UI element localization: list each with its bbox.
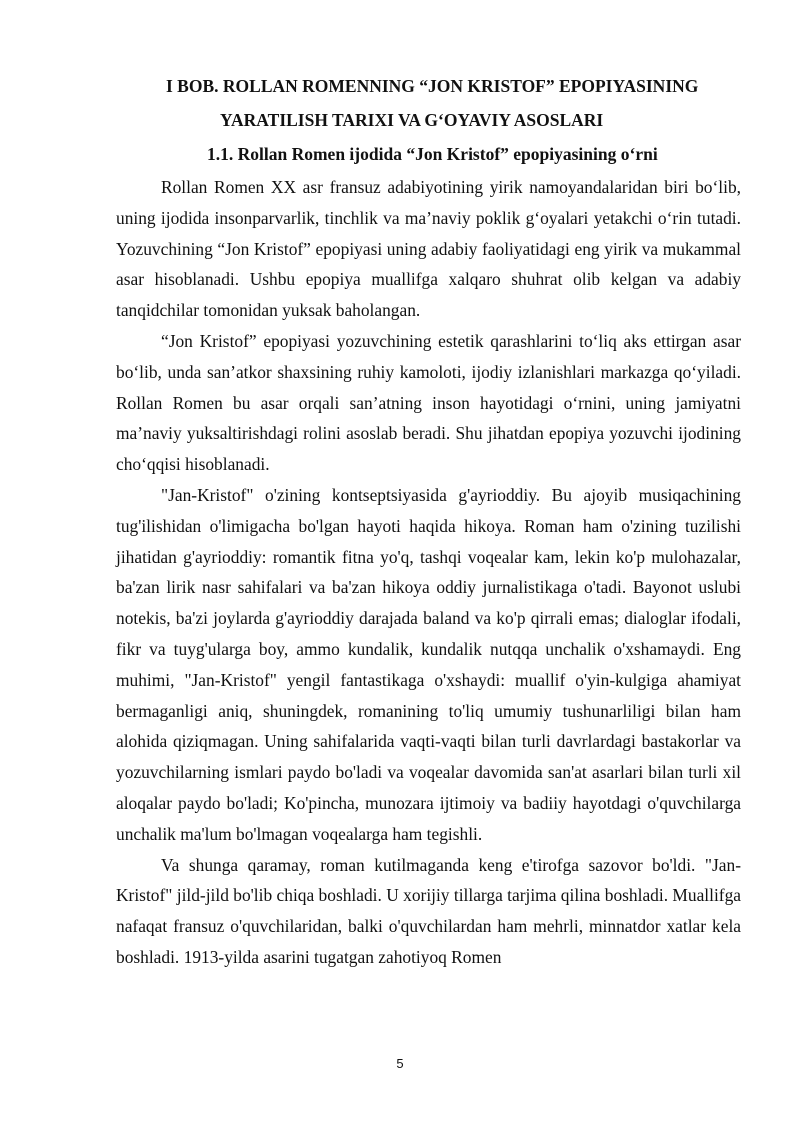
body-text bbox=[116, 172, 741, 973]
paragraph-2: “Jon Kristof” epopiyasi yozuvchining estetik qarashlarini to‘liq aks ettirgan asar bo‘lib, unda san’atkor shaxsining ruhiy kamoloti, ijodiy izlanishlari markazga qo‘yiladi. Rollan Romen bu asar orqali san’atning inson hayotidagi o‘rnini, uning jamiyatni ma’naviy yuksaltirishdagi rolini asoslab beradi. Shu jihatdan epopiya yozuvchi ijodining cho‘qqisi hisoblanadi. bbox=[116, 330, 741, 475]
page-number: 5 bbox=[396, 1056, 404, 1071]
chapter-title-line-1: I BOB. ROLLAN ROMENNING “JON KRISTOF” EPOPIYASINING bbox=[166, 76, 699, 96]
section-title: 1.1. Rollan Romen ijodida “Jon Kristof” epopiyasining o‘rni bbox=[207, 144, 658, 164]
paragraph-1: Rollan Romen XX asr fransuz adabiyotining yirik namoyandalaridan biri bo‘lib, uning ijodida insonparvarlik, tinchlik va ma’naviy poklik g‘oyalari yetakchi o‘rin tutadi. Yozuvchining “Jon Kristof” epopiyasi uning adabiy faoliyatidagi eng yirik va mukammal asar hisoblanadi. Ushbu epopiya muallifga xalqaro shuhrat olib kelgan va adabiy tanqidchilar tomonidan yuksak baholangan. bbox=[116, 177, 741, 321]
chapter-title-line-2: YARATILISH TARIXI VA G‘OYAVIY ASOSLARI bbox=[220, 110, 604, 130]
paragraph-3: "Jan-Kristof" o'zining kontseptsiyasida g'ayrioddiy. Bu ajoyib musiqachining tug'ilishidan o'limigacha bo'lgan hayoti haqida hikoya. Roman ham o'zining tuzilishi jihatidan g'ayrioddiy: romantik fitna yo'q, tashqi voqealar kam, lekin ko'p mulohazalar, ba'zan lirik nasr sahifalari va ba'zan hikoya oddiy jurnalistikaga o'tadi. Bayonot uslubi notekis, ba'zi joylarda g'ayrioddiy darajada baland va ko'p qirrali emas; dialoglar ifodali, fikr va tuyg'ularga boy, ammo kundalik, kundalik nutqqa unchalik o'xshamaydi. Eng muhimi, "Jan-Kristof" yengil fantastikaga o'xshaydi: muallif o'yin-kulgiga ahamiyat bermaganligi aniq, shuningdek, romanining to'liq umumiy tushunarliligi bilan ham alohida qiziqmagan. Uning sahifalarida vaqti-vaqti bilan turli davrlardagi bastakorlar va yozuvchilarning ismlari paydo bo'ladi va voqealar davomida san'at asarlari bilan turli xil aloqalar paydo bo'ladi; Ko'pincha, munozara ijtimoiy va badiiy hayotdagi o'quvchilarga unchalik ma'lum bo'lmagan voqealarga ham tegishli. bbox=[116, 484, 741, 844]
paragraph-4: Va shunga qaramay, roman kutilmaganda keng e'tirofga sazovor bo'ldi. "Jan-Kristof" jild-jild bo'lib chiqa boshladi. U xorijiy tillarga tarjima qilina boshladi. Muallifga nafaqat fransuz o'quvchilaridan, balki o'quvchilardan ham mehrli, minnatdor xatlar kela boshladi. 1913-yilda asarini tugatgan zahotiyoq Romen bbox=[116, 854, 741, 967]
